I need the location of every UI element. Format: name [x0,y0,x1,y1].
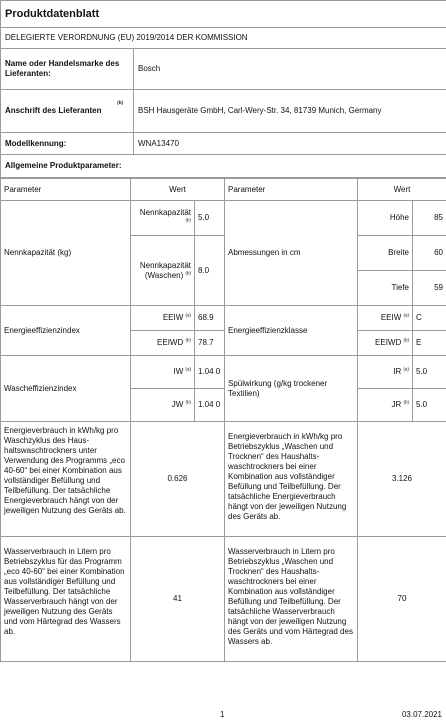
nennkap-dry-label: Nennkapazität (Waschen) [139,260,191,280]
spuel-ir-label: IR [393,367,402,376]
eek-eeiw-value: C [413,306,446,331]
nennkap-wash-note: (b) [185,217,191,223]
eek-eeiwd-label-cell [358,331,413,356]
eek-eeiw-label: EEIW [380,313,402,322]
energy-right-label: Energieverbrauch in kWh/kg pro Betriebszyklus „Waschen und Trocknen“ des Haushaltswaschtrockners bei einer Kombination aus vollständiger Befüllung und Teilbefüllung. Der tatsächliche Energieverbrauch hängt von der jeweiligen Nutzung des Geräts ab. [225,422,358,537]
supplier-address-value: BSH Hausgeräte GmbH, Carl-Wery-Str. 34, 81739 Munich, Germany [134,90,446,133]
supplier-address-note: (b) [117,100,123,105]
energy-right-value: 3.126 [358,422,446,537]
regulation-text: DELEGIERTE VERORDNUNG (EU) 2019/2014 DER KOMMISSION [1,28,446,49]
eei-eeiw-note: (a) [185,312,191,318]
spuel-jr-value: 5.0 [413,389,446,422]
spuel-jr-note: (b) [403,399,409,405]
spuel-ir-label-cell [358,356,413,389]
supplier-address-label-cell [1,90,134,133]
col-header-param-right: Parameter [225,179,358,201]
energy-left-label: Energieverbrauch in kWh/kg pro Waschzyklus des Haushaltswaschtrockners unter Verwendung des Programms „eco 40-60“ bei einer Kombination aus vollständiger Befüllung und Teilbefüllung. Der tatsächliche Energieverbrauch hängt von der jeweiligen Nutzung des Geräts ab. [1,422,131,537]
water-right-label: Wasserverbrauch in Litern pro Betriebszyklus „Waschen und Trocknen“ des Haushaltswaschtrockners bei einer Kombination aus vollständiger Befüllung und Teilbefüllung. Der tatsächliche Wasserverbrauch hängt von der jeweiligen Nutzung des Geräts und vom Härtegrad des Wassers ab. [225,537,358,662]
col-header-param-left: Parameter [1,179,131,201]
wasch-iw-value: 1.04 0 [195,356,225,389]
breite-label: Breite [358,236,413,271]
eei-eeiw-label-cell [131,306,195,331]
eei-eeiw-label: EEIW [162,313,184,322]
spuel-label: Spülwirkung (g/kg trockener Textilien) [225,356,358,422]
breite-value: 60 [413,236,446,271]
eek-label: Energieeffizienzklasse [225,306,358,356]
eei-eeiw-value: 68.9 [195,306,225,331]
energy-left-value: 0.626 [131,422,225,537]
eei-eeiwd-value: 78.7 [195,331,225,356]
wasch-iw-note: (a) [185,366,191,372]
hoehe-value: 85 [413,201,446,236]
tiefe-value: 59 [413,271,446,306]
spuel-jr-label-cell [358,389,413,422]
eei-eeiwd-label: EEIWD [157,338,184,347]
wasch-iw-label-cell [131,356,195,389]
nennkap-label: Nennkapazität (kg) [1,201,131,306]
water-right-value: 70 [358,537,446,662]
eek-eeiwd-label: EEIWD [375,338,402,347]
spuel-ir-note: (a) [403,366,409,372]
wasch-jw-label: JW [171,400,184,409]
nennkap-dry-label-cell [131,236,195,306]
footer-date: 03.07.2021 [401,710,442,719]
water-left-value: 41 [131,537,225,662]
col-header-value-right: Wert [358,179,446,201]
nennkap-wash-label: Nennkapazität [139,208,191,217]
supplier-table [0,0,446,178]
general-params-header: Allgemeine Produktparameter: [1,155,446,178]
eei-eeiwd-note: (b) [185,337,191,343]
water-left-label: Wasserverbrauch in Litern pro Betriebszyklus für das Programm „eco 40-60“ bei einer Kombination aus vollständiger Befüllung und Teilbefüllung. Der tatsächliche Wasserverbrauch hängt von der jeweiligen Nutzung des Geräts und vom Härtegrad des Wassers ab. [1,537,131,662]
col-header-value-left: Wert [131,179,225,201]
eek-eeiw-note: (a) [403,312,409,318]
hoehe-label: Höhe [358,201,413,236]
tiefe-label: Tiefe [358,271,413,306]
nennkap-dry-value: 8.0 [195,236,225,306]
eek-eeiwd-value: E [413,331,446,356]
wasch-jw-label-cell [131,389,195,422]
supplier-name-value: Bosch [134,49,446,90]
sheet-title: Produktdatenblatt [1,1,446,28]
model-label: Modellkennung: [1,133,134,155]
abmessungen-label: Abmessungen in cm [225,201,358,306]
model-value: WNA13470 [134,133,446,155]
wasch-jw-note: (b) [185,399,191,405]
wasch-jw-value: 1.04 0 [195,389,225,422]
supplier-address-label: Anschrift des Lieferanten [5,106,102,115]
nennkap-wash-value: 5.0 [195,201,225,236]
nennkap-wash-label-cell [131,201,195,236]
wasch-iw-label: IW [173,367,184,376]
eei-label: Energieeffizienzindex [1,306,131,356]
eei-eeiwd-label-cell [131,331,195,356]
eek-eeiwd-note: (b) [403,337,409,343]
spuel-jr-label: JR [391,400,402,409]
eek-eeiw-label-cell [358,306,413,331]
wasch-label: Wascheffizienzindex [1,356,131,422]
supplier-name-label: Name oder Handelsmarke des Lieferanten: [1,49,134,90]
page-number: 1 [220,710,225,719]
nennkap-dry-note: (b) [185,269,191,275]
params-table [0,178,446,662]
spuel-ir-value: 5.0 [413,356,446,389]
